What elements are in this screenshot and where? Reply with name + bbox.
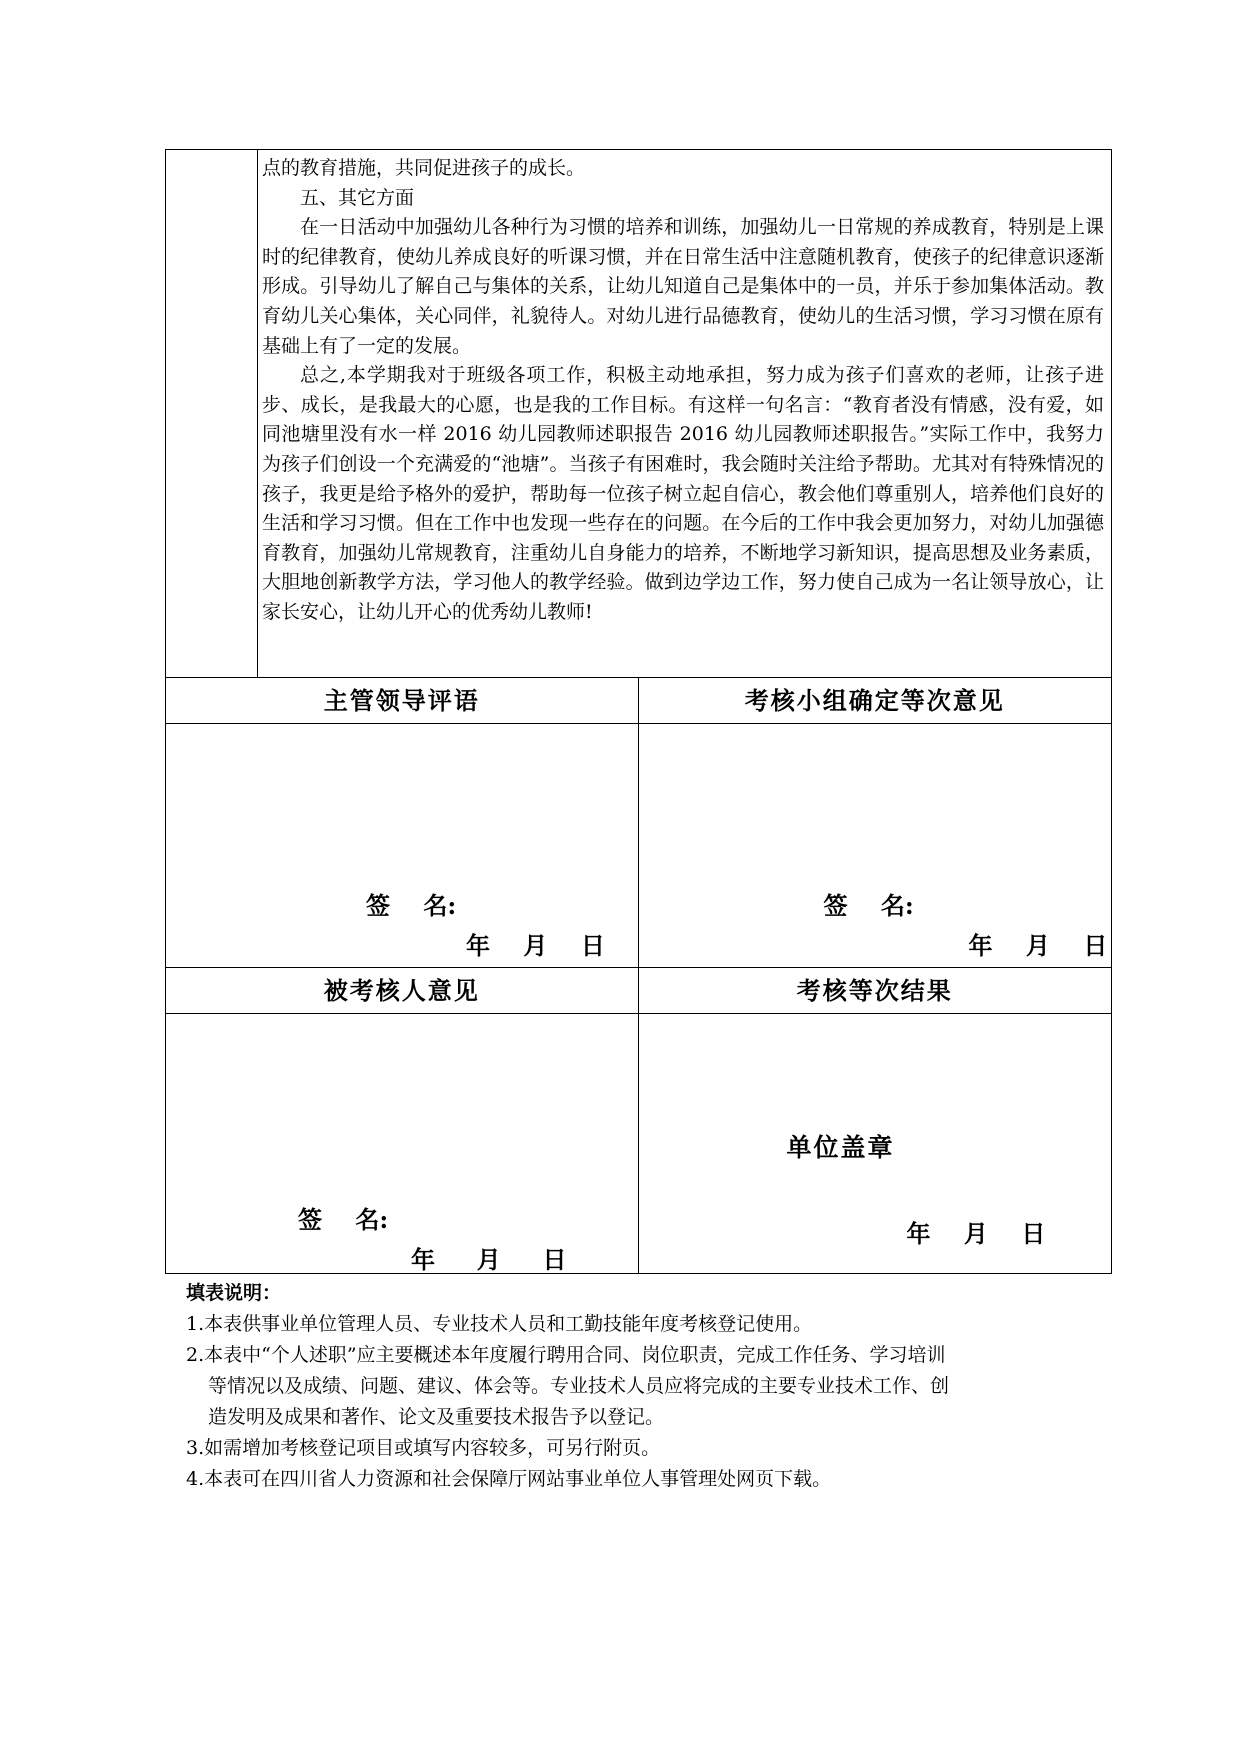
- instruction-item: 造发明及成果和著作、论文及重要技术报告予以登记。: [208, 1406, 665, 1428]
- report-paragraph: 总之,本学期我对于班级各项工作，积极主动地承担，努力成为孩子们喜欢的老师，让孩子进步、成长，是我最大的心愿，也是我的工作目标。有这样一句名言：“教育者没有情感，没有爱，如同池塘里没有水一样 2016 幼儿园教师述职报告 2016 幼儿园教师述职报告。”实际工作中，我努力为孩子们创设一个充满爱的“池塘”。当孩子有困难时，我会随时关注给予帮助。尤其对有特殊情况的孩子，我更是给予格外的爱护，帮助每一位孩子树立起自信心，教会他们尊重别人，培养他们良好的生活和学习习惯。但在工作中也发现一些存在的问题。在今后的工作中我会更加努力，对幼儿加强德育教育，加强幼儿常规教育，注重幼儿自身能力的培养，不断地学习新知识，提高思想及业务素质，大胆地创新教学方法，学习他人的教学经验。做到边学边工作，努力使自己成为一名让领导放心，让家长安心，让幼儿开心的优秀幼儿教师!: [262, 364, 1104, 623]
- assessee-opinion-header: 被考核人意见: [166, 968, 638, 1014]
- leader-review-section: [165, 678, 1112, 968]
- panel-date-label: 年 月 日: [968, 931, 1108, 960]
- report-paragraph: 在一日活动中加强幼儿各种行为习惯的培养和训练，加强幼儿一日常规的养成教育，特别是上课时的纪律教育，使幼儿养成良好的听课习惯，并在日常生活中注意随机教育，使孩子的纪律意识逐渐形成。引导幼儿了解自己与集体的关系，让幼儿知道自己是集体中的一员，并乐于参加集体活动。教育幼儿关心集体，关心同伴，礼貌待人。对幼儿进行品德教育，使幼儿的生活习惯，学习习惯在原有基础上有了一定的发展。: [262, 216, 1104, 357]
- result-date-label: 年 月 日: [906, 1219, 1046, 1248]
- grade-result-header: 考核等次结果: [639, 968, 1112, 1014]
- leader-signature-label: 签 名:: [366, 891, 457, 920]
- leader-comment-cell: [166, 678, 639, 967]
- assessee-signature-label: 签 名:: [298, 1205, 389, 1234]
- leader-comment-header: 主管领导评语: [166, 678, 638, 724]
- instruction-item: 3.如需增加考核登记项目或填写内容较多，可另行附页。: [186, 1437, 661, 1459]
- assessee-section: [165, 968, 1112, 1274]
- instruction-item: 2.本表中“个人述职”应主要概述本年度履行聘用合同、岗位职责，完成工作任务、学习培训: [186, 1344, 946, 1366]
- panel-signature-label: 签 名:: [823, 891, 914, 920]
- instruction-item: 4.本表可在四川省人力资源和社会保障厅网站事业单位人事管理处网页下载。: [186, 1468, 832, 1490]
- report-body: [262, 154, 1104, 628]
- instructions-title: 填表说明：: [186, 1282, 282, 1304]
- report-section-heading: 五、其它方面: [300, 186, 415, 209]
- instruction-item: 等情况以及成绩、问题、建议、体会等。专业技术人员应将完成的主要专业技术工作、创: [208, 1375, 950, 1397]
- panel-grade-header: 考核小组确定等次意见: [639, 678, 1112, 724]
- personal-report-table: [165, 149, 1112, 678]
- leader-date-label: 年 月 日: [466, 931, 605, 960]
- unit-stamp-label: 单位盖章: [786, 1133, 895, 1162]
- instruction-item: 1.本表供事业单位管理人员、专业技术人员和工勤技能年度考核登记使用。: [186, 1313, 813, 1335]
- assessee-opinion-cell: [166, 968, 639, 1273]
- report-paragraph: 点的教育措施，共同促进孩子的成长。: [262, 157, 586, 179]
- panel-grade-cell: [639, 678, 1112, 967]
- form-instructions: [186, 1278, 1086, 1495]
- report-label-column: [166, 150, 258, 677]
- assessee-date-label: 年 月 日: [411, 1245, 567, 1274]
- grade-result-cell: [639, 968, 1112, 1273]
